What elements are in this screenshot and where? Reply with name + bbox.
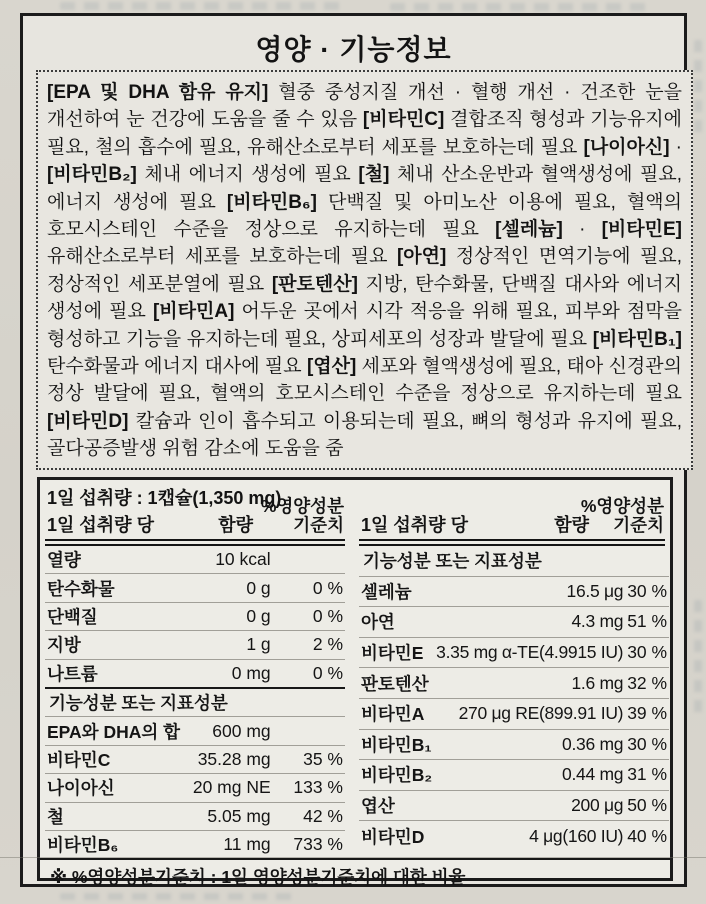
bleed-through-artifact — [694, 40, 702, 135]
nutrient-name: 셀레늄 — [359, 576, 434, 607]
nutrient-name-bracket: [비타민A] — [152, 301, 235, 323]
nutrient-amount: 0 mg — [182, 659, 273, 688]
nutrient-row — [359, 698, 669, 729]
nutrient-daily-pct: 0 % — [273, 574, 345, 602]
nutrition-table-left — [45, 546, 345, 858]
nutrient-amount: 20 mg NE — [182, 774, 273, 802]
nutrient-row — [359, 760, 669, 791]
bleed-through-artifact — [60, 2, 340, 10]
nutrient-row — [359, 790, 669, 821]
serving-size: 1일 섭취량 : 1캡슐(1,350 mg) — [47, 488, 282, 508]
nutrient-daily-pct: 30 % — [625, 729, 669, 760]
nutrient-amount: 10 kcal — [215, 549, 271, 570]
nutrient-row — [45, 830, 345, 858]
nutrient-amount: 16.5 μg — [434, 576, 625, 607]
nutrient-row — [359, 729, 669, 760]
nutrient-name-bracket: [비타민B₂] — [47, 164, 137, 186]
nutrient-amount: 0.44 mg — [434, 760, 625, 791]
function-claim-text: 정상적인 면역기능에 필요, 정상적인 세포분열에 필요 — [47, 246, 682, 295]
nutrient-row — [45, 659, 345, 688]
nutrition-column-left — [45, 480, 345, 858]
functional-info-box — [36, 70, 693, 470]
nutrient-name: 철 — [45, 802, 182, 830]
nutrient-row — [45, 602, 345, 630]
nutrient-amount: 270 μg RE(899.91 IU) — [434, 698, 625, 729]
nutrient-row — [359, 637, 669, 668]
section-header: 기능성분 또는 지표성분 — [363, 551, 542, 572]
nutrient-daily-pct: 40 % — [625, 821, 669, 851]
nutrient-daily-pct: 30 % — [625, 637, 669, 668]
nutrition-label — [20, 13, 687, 887]
nutrient-row — [45, 631, 345, 659]
function-claim-text: 유해산소로부터 세포를 보호하는데 필요 — [47, 246, 397, 268]
nutrient-name: 단백질 — [45, 602, 182, 630]
function-claim-text: · — [669, 136, 682, 158]
nutrient-row — [45, 745, 345, 773]
amount-header: 함량 — [218, 515, 253, 535]
section-header: 기능성분 또는 지표성분 — [45, 688, 345, 717]
function-claim-text: 체내 산소운반과 혈액생성에 필요, 에너지 생성에 필요 — [47, 164, 683, 213]
function-claim-text: 혈중 중성지질 개선 · 혈행 개선 · 건조한 눈을 개선하여 눈 건강에 도움을 줄 수 있음 — [47, 82, 682, 131]
function-claim-text: 칼슘과 인이 흡수되고 이용되는데 필요, 뼈의 형성과 유지에 필요, 골다공증발생 위험 감소에 도움을 줌 — [47, 410, 682, 460]
function-claim-text: 결합조직 형성과 기능유지에 필요, 철의 흡수에 필요, 유해산소로부터 세포를 보호하는데 필요 — [47, 109, 683, 158]
function-claim-text: 탄수화물과 에너지 대사에 필요 — [47, 356, 307, 378]
page-title: 영양 · 기능정보 — [255, 34, 452, 65]
pct-header-top: %영양성분 — [580, 496, 664, 516]
nutrient-amount: 1.6 mg — [434, 668, 625, 699]
nutrient-row — [45, 717, 345, 745]
nutrient-daily-pct — [273, 546, 345, 574]
nutrient-daily-pct: 42 % — [273, 802, 345, 830]
nutrient-daily-pct: 32 % — [625, 668, 669, 699]
function-claim-text: 단백질 및 아미노산 이용에 필요, 혈액의 호모시스테인 수준을 정상으로 유지하는데 필요 — [47, 191, 683, 241]
nutrition-facts-box — [37, 477, 673, 888]
nutrient-name: 탄수화물 — [45, 574, 182, 602]
nutrient-name: 비타민A — [359, 698, 434, 729]
nutrient-name: 비타민B₆ — [45, 830, 182, 858]
nutrient-row — [45, 546, 345, 574]
per-serving-header: 1일 섭취량 당 — [361, 515, 468, 535]
nutrient-row — [45, 574, 345, 602]
function-claim-text: · — [562, 219, 602, 241]
function-claim-text: 지방, 탄수화물, 단백질 대사와 에너지 생성에 필요 — [47, 273, 682, 323]
nutrient-name-bracket: [비타민B₁] — [592, 328, 682, 350]
bleed-through-artifact — [694, 600, 702, 720]
nutrition-table-columns — [40, 480, 670, 858]
nutrient-name-bracket: [나이아신] — [583, 136, 670, 158]
nutrient-name: 비타민B₁ — [359, 729, 434, 760]
nutrient-name-bracket: [비타민E] — [601, 219, 682, 241]
nutrient-daily-pct: 51 % — [625, 607, 669, 638]
nutrient-name: 비타민C — [45, 745, 182, 773]
nutrient-daily-pct: 35 % — [273, 745, 345, 773]
nutrient-name: 엽산 — [359, 790, 434, 821]
nutrient-name: 지방 — [45, 631, 182, 659]
nutrient-daily-pct: 39 % — [625, 698, 669, 729]
nutrient-name: EPA와 DHA의 합 — [45, 717, 182, 745]
nutrition-table-right — [359, 546, 669, 851]
pct-header-bottom: 기준치 — [613, 515, 664, 535]
nutrient-row — [359, 576, 669, 607]
bleed-through-artifact — [60, 893, 300, 900]
nutrition-column-right — [359, 480, 668, 858]
nutrient-daily-pct — [273, 717, 345, 745]
nutrient-name: 아연 — [359, 607, 434, 638]
nutrient-row — [45, 774, 345, 802]
nutrient-name-bracket: [철] — [358, 164, 390, 186]
footnote: ※ %영양성분기준치 : 1일 영양성분기준치에 대한 비율 — [40, 858, 670, 889]
table-header-right — [359, 480, 665, 546]
function-claim-text: 세포와 혈액생성에 필요, 태아 신경관의 정상 발달에 필요, 혈액의 호모시스테인 수준을 정상으로 유지하는데 필요 — [47, 356, 682, 405]
nutrient-name: 판토텐산 — [359, 668, 434, 699]
nutrient-name: 나이아신 — [45, 774, 182, 802]
nutrient-row — [359, 821, 669, 851]
function-claim-text: 체내 에너지 생성에 필요 — [136, 164, 359, 186]
function-claim-text: 어두운 곳에서 시각 적응을 위해 필요, 피부와 점막을 형성하고 기능을 유지하는데 필요, 상피세포의 성장과 발달에 필요 — [47, 301, 682, 350]
nutrient-amount: 600 mg — [182, 717, 273, 745]
nutrient-row — [359, 607, 669, 638]
nutrient-amount: 0 g — [182, 574, 273, 602]
table-header-left — [45, 480, 345, 546]
nutrient-daily-pct: 0 % — [273, 602, 345, 630]
nutrient-amount: 0 g — [182, 602, 273, 630]
nutrient-name: 비타민E — [359, 637, 434, 668]
nutrient-name: 나트륨 — [45, 659, 182, 688]
nutrient-amount: 4.3 mg — [434, 607, 625, 638]
nutrient-daily-pct: 733 % — [273, 830, 345, 858]
nutrient-name-bracket: [아연] — [396, 246, 447, 268]
nutrient-amount: 200 μg — [434, 790, 625, 821]
nutrient-name-bracket: [비타민D] — [47, 410, 129, 432]
nutrient-name: 열량 — [47, 550, 81, 571]
nutrient-name-bracket: [엽산] — [306, 356, 357, 378]
nutrient-daily-pct: 2 % — [273, 631, 345, 659]
nutrient-daily-pct: 0 % — [273, 659, 345, 688]
section-header-row — [359, 546, 669, 576]
nutrient-amount: 5.05 mg — [182, 802, 273, 830]
scan-fold-artifact — [0, 857, 706, 858]
nutrient-name-bracket: [판토텐산] — [271, 273, 358, 295]
pct-header-top: %영양성분 — [260, 496, 344, 516]
nutrient-name-bracket: [EPA 및 DHA 함유 유지] — [47, 82, 269, 103]
nutrient-amount: 11 mg — [182, 830, 273, 858]
bleed-through-artifact — [390, 3, 650, 11]
nutrient-amount: 35.28 mg — [182, 745, 273, 773]
amount-header: 함량 — [554, 515, 589, 535]
functional-info-text — [47, 79, 682, 463]
pct-header-bottom: 기준치 — [293, 515, 344, 535]
nutrient-daily-pct: 30 % — [625, 576, 669, 607]
per-serving-header: 1일 섭취량 당 — [47, 515, 154, 535]
nutrient-daily-pct: 31 % — [625, 760, 669, 791]
nutrient-amount: 0.36 mg — [434, 729, 625, 760]
section-header-row — [45, 688, 345, 717]
nutrient-name-bracket: [셀레늄] — [495, 219, 563, 241]
nutrient-row — [45, 802, 345, 830]
nutrient-name: 비타민D — [359, 821, 434, 851]
nutrient-amount: 4 μg(160 IU) — [434, 821, 625, 851]
nutrient-name: 비타민B₂ — [359, 760, 434, 791]
nutrient-amount: 1 g — [182, 631, 273, 659]
nutrient-daily-pct: 50 % — [625, 790, 669, 821]
nutrient-name-bracket: [비타민B₆] — [226, 191, 317, 213]
nutrient-daily-pct: 133 % — [273, 774, 345, 802]
nutrient-amount: 3.35 mg α-TE(4.9915 IU) — [434, 637, 625, 668]
nutrient-name-bracket: [비타민C] — [362, 109, 445, 131]
nutrient-row — [359, 668, 669, 699]
